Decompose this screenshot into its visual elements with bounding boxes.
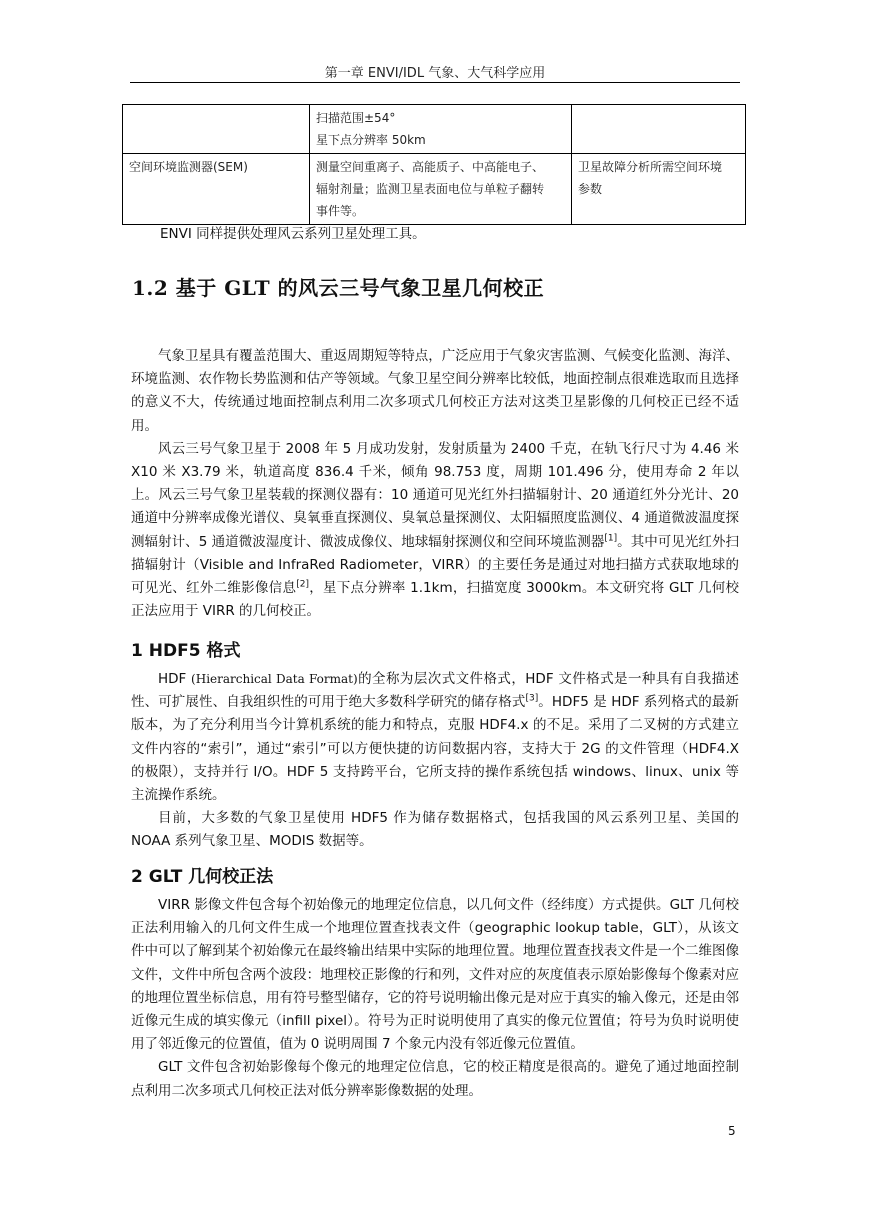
header-rule [130,82,740,83]
cell-line: 辐射剂量；监测卫星表面电位与单粒子翻转 [316,182,545,196]
text-run: 。HDF5 是 HDF 系列格式的最新版本，为了充分利用当今计算机系统的能力和特点，克服 HDF4.x 的不足。采用了二叉树的方式建立文件内容的“索引”，通过“索引”可以方便快捷的访问数据内容，支持大于 2G 的文件管理（HDF4.X 的极限），支持并行 I/O。HDF 5 支持跨平台，它所支持的操作系统包括 windows、linux、unix 等主流操作系统。 [131,694,740,804]
paragraph: 气象卫星具有覆盖范围大、重返周期短等特点，广泛应用于气象灾害监测、气候变化监测、海洋、环境监测、农作物长势监测和估产等领域。气象卫星空间分辨率比较低，地面控制点很难选取而且选择的意义不大，传统通过地面控制点利用二次多项式几何校正方法对这类卫星影像的几何校正已经不适用。 [131,348,739,434]
paragraph-envi-tools: ENVI 同样提供处理风云系列卫星处理工具。 [160,226,426,242]
table-cell [310,105,572,154]
text-run: 的全称为层次式文件格式，HDF 文件格式是一种具有自我描述性、可扩展性、自我组织性的可用于绝大多数科学研究的储存格式 [131,671,739,711]
section-title: 1.2 基于 GLT 的风云三号气象卫星几何校正 [132,276,545,300]
table-row [123,154,746,225]
citation: [1] [604,533,618,544]
instrument-table [122,104,746,225]
running-header: 第一章 ENVI/IDL 气象、大气科学应用 [324,66,546,81]
cell-line: 测量空间重离子、高能质子、中高能电子、 [316,160,545,174]
paragraph: 目前，大多数的气象卫星使用 HDF5 作为储存数据格式，包括我国的风云系列卫星、美国的 NOAA 系列气象卫星、MODIS 数据等。 [131,810,739,850]
subsection-title-glt: 2 GLT 几何校正法 [131,867,274,887]
hdf5-section [131,668,739,854]
glt-section [131,894,739,1103]
table-cell [310,154,572,225]
table-cell [123,105,310,154]
paragraph [131,668,739,807]
text-run: 风云三号气象卫星于 2008 年 5 月成功发射，发射质量为 2400 千克，在轨飞行尺寸为 4.46 米 X10 米 X3.79 米，轨道高度 836.4 千米，倾角 98.753 度，周期 101.496 分，使用寿命 2 年以上。风云三号气象卫星装载的探测仪器有：10 通道可见光红外扫描辐射计、20 通道红外分光计、20 通道中分辨率成像光谱仪、臭氧垂直探测仪、臭氧总量探测仪、太阳辐照度监测仪、4 通道微波温度探测辐射计、5 通道微波湿度计、微波成像仪、地球辐射探测仪和空间环境监测器 [131,440,739,550]
citation: [3] [525,693,539,704]
table-cell [572,154,746,225]
paragraph: GLT 文件包含初始影像每个像元的地理定位信息，它的校正精度是很高的。避免了通过地面控制点利用二次多项式几何校正法对低分辨率影像数据的处理。 [131,1059,739,1099]
subsection-title-hdf5: 1 HDF5 格式 [131,641,241,661]
cell-line: 星下点分辨率 50km [316,133,426,147]
cell-line: 事件等。 [316,204,365,218]
citation: [2] [296,579,309,590]
cell-line: 参数 [578,182,603,196]
text-run: ，星下点分辨率 1.1km，扫描宽度 3000km。本文研究将 GLT 几何校正法应用于 VIRR 的几何校正。 [131,580,739,620]
paragraph [131,438,739,624]
text-run: 。其中可见光红外扫描辐射计（Visible and InfraRed Radiometer，VIRR）的主要任务是通过对地扫描方式获取地球的可见光、红外二维影像信息 [131,533,739,597]
text-run: HDF [158,671,187,687]
cell-line: 扫描范围±54° [316,111,396,125]
page-number: 5 [728,1124,736,1138]
table-cell [572,105,746,154]
table-cell: 空间环境监测器(SEM) [123,154,310,225]
cell-line: 卫星故障分析所需空间环境 [578,160,723,174]
table-row [123,105,746,154]
text-run: (Hierarchical Data Format) [191,672,358,686]
paragraph: VIRR 影像文件包含每个初始像元的地理定位信息，以几何文件（经纬度）方式提供。GLT 几何校正法利用输入的几何文件生成一个地理位置查找表文件（geographic lookup table，GLT），从该文件中可以了解到某个初始像元在最终输出结果中实际的地理位置。地理位置查找表文件是一个二维图像文件，文件中所包含两个波段：地理校正影像的行和列，文件对应的灰度值表示原始影像每个像素对应的地理位置坐标信息，用有符号整型储存，它的符号说明输出像元是对应于真实的输入像元，还是由邻近像元生成的填实像元（infill pixel）。符号为正时说明使用了真实的像元位置值；符号为负时说明使用了邻近像元的位置值，值为 0 说明周围 7 个象元内没有邻近像元位置值。 [131,897,739,1053]
intro-section [131,345,739,623]
